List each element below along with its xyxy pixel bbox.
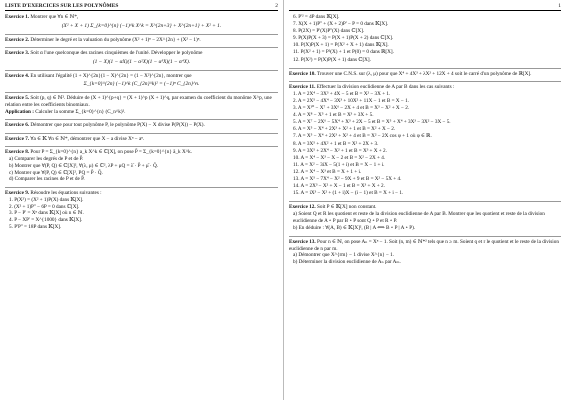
exercise-title: Exercice 8. — [5, 149, 30, 156]
exercise-formula: Σ_{k=0}^{2n} (−1)^k (C_{2n}^k)² = (−1)ⁿ C_{2n}^n. — [83, 81, 200, 88]
list-item: 10. P(X)P(X + 1) = P(X² + X + 1) dans 𝕂[X]. — [293, 42, 389, 49]
exercise-text: Déterminer le degré et la valuation du polynôme (X² + 1)ⁿ − 2X^{2n} + (X² − 1)ⁿ. — [30, 36, 201, 43]
list-item: 9. A = 3X⁵ + 2X⁴ − X² + 1 et B = X³ + X + 2. — [293, 147, 387, 154]
list-item: 2. (X² + 1)P'' − 6P = 0 dans ℂ[X]. — [9, 203, 80, 210]
divider — [5, 92, 278, 93]
list-item: 1. P(X²) = (X² + 1)P(X) dans 𝕂[X]. — [9, 196, 84, 203]
list-item: 14. A = 2X³ − X² + X − 1 et B = X³ + X + 2. — [293, 183, 385, 190]
list-item: 12. A = X⁴ − X³ et B = X + 1 + i. — [293, 168, 362, 175]
exercise-title: Exercice 7. — [5, 135, 30, 142]
divider — [5, 187, 278, 188]
divider — [289, 68, 561, 69]
list-item: 8. A = 3X⁵ + 4X² + 1 et B = X² + 2X + 3. — [293, 140, 379, 147]
page-title: LISTE D'EXERCICES SUR LES POLYNÔMES — [5, 3, 119, 9]
list-item: 9. P(X)P(X + 3) = P(X + 1)P(X + 2) dans ℂ[X]. — [293, 35, 394, 42]
exercise-2 — [5, 37, 278, 44]
list-item: 5. P'P'' = 18P dans 𝕂[X]. — [9, 223, 62, 230]
list-item: d) Comparer les racines de P et de P̄. — [9, 176, 85, 183]
exercise-1 — [5, 14, 278, 30]
list-item: a) Démontrer que X^{rm} − 1 divise X^{n} − 1. — [293, 252, 395, 259]
exercise-text: ∀a ∈ 𝕂 ∀n ∈ ℕ*, démontrer que X − a divise Xⁿ − aⁿ. — [30, 135, 145, 142]
list-item: 3. P − P' = Xⁿ dans 𝕂[X] où n ∈ ℕ. — [9, 210, 84, 217]
list-item: 7. A = X⁵ − X⁴ + 2X³ + X² + 4 et B = X² − 2X cos φ + 1 où φ ∈ ℝ. — [293, 133, 432, 140]
list-item: 15. A = iX³ − X² + (1 + i)X − (i − 1) et B = X + i − 1. — [293, 190, 404, 197]
page-header-right — [289, 3, 561, 11]
list-item: a) Comparer les degrés de P et de P̄. — [9, 155, 84, 162]
page-number: 1 — [558, 3, 561, 9]
exercise-text: En utilisant l'égalité (1 + X)^{2n}(1 − X)^{2n} = (1 − X²)^{2n}, montrer que — [30, 72, 192, 79]
list-item: 7. X(X + 1)P'' + (X + 2)P' − P = 0 dans 𝕂[X]. — [293, 21, 389, 28]
exercise-text: Effectuer la division euclidienne de A par B dans les cas suivants : — [316, 84, 455, 91]
exercise-8 — [5, 149, 278, 183]
exercise-title: Exercice 10. — [289, 70, 316, 77]
divider — [5, 133, 278, 134]
divider — [5, 47, 278, 48]
exercise-title: Exercice 3. — [5, 50, 30, 57]
exercise-13 — [289, 239, 561, 266]
list-item: 4. P − XP' = X^{1000} dans 𝕂[X]. — [9, 217, 83, 224]
exercise-formula: (1 − X)(1 − αX)(1 − α²X)(1 − α³X)(1 − α⁴X). — [92, 58, 191, 65]
list-item: 13. A = X⁵ − 7X⁴ − X² − 9X + 9 et B = X² − 5X + 4. — [293, 175, 402, 182]
list-item: 2. A = 2X⁵ − 4X⁴ − 3X³ + 10X² + 11X − 1 et B = X − 1. — [293, 97, 409, 104]
exercise-9 — [5, 190, 278, 231]
exercise-5 — [5, 95, 278, 115]
divider — [5, 70, 278, 71]
exercise-title: Exercice 4. — [5, 72, 30, 79]
exercise-text: Démontrer que pour tout polynôme P, le polynôme P(X) − X divise P(P(X)) − P(X). — [30, 122, 205, 129]
list-item: 4. A = X⁸ − X⁵ + 1 et B = X³ + 3X + 5. — [293, 112, 374, 119]
exercise-12 — [289, 204, 561, 232]
exercise-title: Exercice 1. — [5, 14, 30, 20]
exercise-title: Exercice 2. — [5, 36, 30, 43]
application-label: Application : — [5, 108, 34, 115]
page-number: 2 — [275, 3, 278, 9]
list-item: b) Déterminer la division euclidienne de Aₙ par Aₘ. — [293, 259, 401, 266]
list-item: 5. A = X⁷ − 2X⁶ − 5X⁴ + X³ + 2X − 5 et B = X⁵ + X⁴ + 3X³ − 3X² − 3X − 5. — [293, 119, 451, 126]
exercise-text: Pour P = Σ_{k=0}^{n} a_k X^k ∈ ℂ[X], on pose P̄ = Σ_{k=0}^{n} ā_k X^k. — [30, 149, 193, 156]
exercise-title: Exercice 6. — [5, 122, 30, 129]
exercise-title: Exercice 5. — [5, 95, 30, 102]
list-item: c) Montrer que ∀(P, Q) ∈ ℂ[X]², PQ = P̄ · Q̄. — [9, 169, 103, 176]
page-header-left — [5, 3, 278, 11]
exercise-text: Soit (p, q) ∈ ℕ². Déduire de (X + 1)^{p+q} = (X + 1)^p (X + 1)^q, par examen du coefficient du monôme X^p, une relation entre les coefficients binomiaux. — [5, 95, 272, 108]
list-item: 11. A = X² − 3iX − 5(1 + i) et B = X − 1 + i. — [293, 161, 385, 168]
list-item: a) Soient Q et R les quotient et reste de la division euclidienne de A par B. Montrer que les quotient et reste de la division euclidienne de A ∘ P par B ∘ P sont Q ∘ P et R ∘ P. — [293, 210, 545, 224]
exercise-4 — [5, 73, 278, 89]
list-item: 8. P(2X) = P'(X)P''(X) dans ℂ[X]. — [293, 28, 365, 35]
list-item: 11. P(X² + 1) = P²(X) + 1 et P(0) = 0 dans ℝ[X]. — [293, 49, 394, 56]
divider — [289, 81, 561, 82]
divider — [289, 201, 561, 202]
exercise-text: Pour n ∈ ℕ, on pose Aₙ = Xⁿ − 1. Soit (n, m) ∈ ℕ*² tels que n ≥ m. Soient q et r le quotient et le reste de la division euclidienne de n par m. — [289, 239, 559, 252]
exercise-3 — [5, 50, 278, 66]
divider — [5, 34, 278, 35]
exercise-7 — [5, 136, 278, 143]
exercise-text: Soit P ∈ 𝕂[X] non constant. — [317, 204, 377, 211]
exercise-text: Montrer que ∀n ∈ ℕ*, — [30, 14, 79, 20]
exercise-formula: (X² + X + 1) Σ_{k=0}^{n} (−1)^k X^k = X^{2n+3} + X^{2n+1} + X² + 1. — [61, 22, 222, 29]
divider — [5, 119, 278, 120]
list-item: b) Montrer que ∀(P, Q) ∈ ℂ[X]², ∀(λ, μ) ∈ ℂ², λP + μQ = λ̄ · P̄ + μ̄ · Q̄. — [9, 162, 159, 169]
exercise-11 — [289, 84, 561, 197]
exercise-title: Exercice 13. — [289, 239, 316, 246]
list-item: 3. A = X¹⁰ − X⁷ + 3X⁶ − 2X + 4 et B = X³ − X² + X − 2. — [293, 105, 410, 112]
list-item: 6. P'² = 4P dans 𝕂[X]. — [293, 14, 340, 20]
list-item: 10. A = X⁴ − X³ − X − 2 et B = X² − 2X + 4. — [293, 154, 386, 161]
list-item: 12. P(X²) = P(X)P(X + 1) dans ℂ[X]. — [293, 56, 371, 63]
exercise-title: Exercice 9. — [5, 190, 30, 197]
exercise-10 — [289, 71, 561, 78]
list-item: 6. A = X⁵ − X⁴ + 2X³ + X² + 1 et B = X² + X − 2. — [293, 126, 396, 133]
page-right — [283, 0, 566, 400]
application-text: Calculer la somme Σ_{k=0}^{n} (C_n^k)². — [35, 108, 126, 115]
divider — [289, 236, 561, 237]
list-item: b) En déduire : ∀(A, B) ∈ 𝕂[X]², (B | A ⟺ B ∘ P | A ∘ P). — [293, 225, 416, 232]
exercise-text: Soit α l'une quelconque des racines cinquièmes de l'unité. Développer le polynôme — [30, 50, 203, 57]
exercise-text: Trouver une C.N.S. sur (λ, μ) pour que X⁴ + 4X³ + λX² + 12X + 4 soit le carré d'un polynôme de ℝ[X]. — [316, 70, 532, 77]
divider — [5, 146, 278, 147]
list-item: 1. A = 2X⁴ − 3X³ + 4X − 5 et B = X² − 3X + 1. — [293, 90, 391, 97]
exercise-title: Exercice 11. — [289, 84, 316, 91]
exercise-title: Exercice 12. — [289, 204, 316, 211]
exercise-6 — [5, 122, 278, 129]
exercise-text: Résoudre les équations suivantes : — [30, 190, 102, 197]
exercise-9-continued — [289, 14, 561, 64]
